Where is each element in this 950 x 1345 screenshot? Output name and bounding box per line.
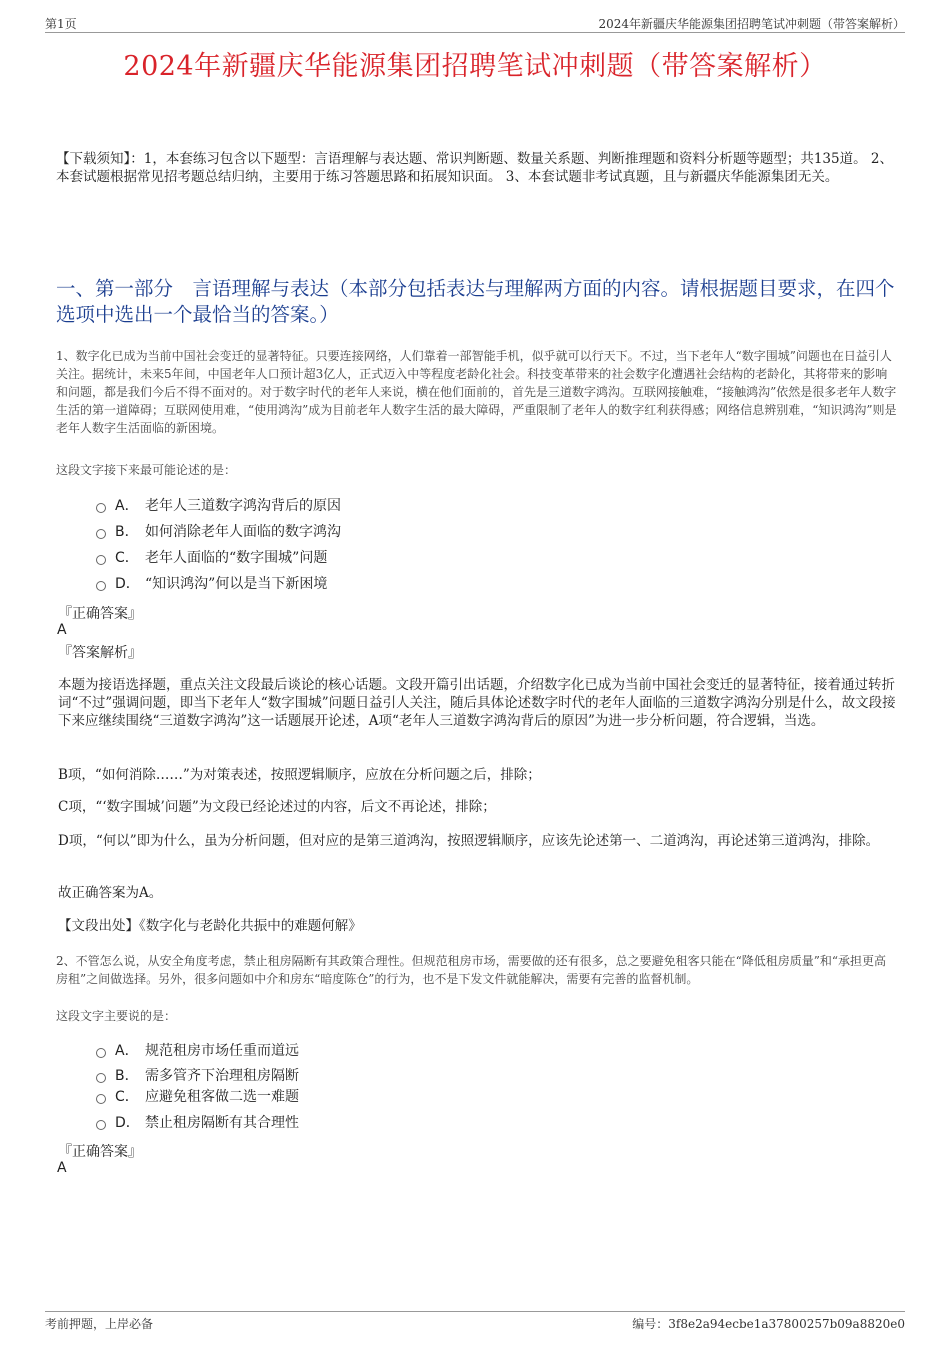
download-notice: 【下载须知】：1，本套练习包含以下题型：言语理解与表达题、常识判断题、数量关系题、判断推理题和资料分析题等题型；共135道。 2、本套试题根据常见招考题总结归纳，主要用于练习答题思路和拓展知识面。 3、本套试题非考试真题，且与新疆庆华能源集团无关。 [56,151,893,185]
q2-option-b[interactable] [96,1065,299,1085]
radio-icon[interactable] [96,1073,106,1083]
footer-slogan: 考前押题，上岸必备 [45,1317,154,1331]
option-text: 应避免租客做二选一难题 [145,1089,299,1105]
q1-analysis-label: 『答案解析』 [58,645,142,661]
radio-icon[interactable] [96,529,106,539]
q2-option-a[interactable] [96,1040,299,1060]
option-letter: D． [115,576,140,592]
q2-option-d[interactable] [96,1112,299,1132]
option-text: 老年人面临的“数字围城”问题 [145,550,328,566]
option-text: 老年人三道数字鸿沟背后的原因 [145,498,341,514]
document-title: 2024年新疆庆华能源集团招聘笔试冲刺题（带答案解析） [123,51,827,82]
option-text: “知识鸿沟”何以是当下新困境 [145,576,328,592]
question-2-prompt: 这段文字主要说的是： [56,1009,177,1023]
q1-source: 【文段出处】《数字化与老龄化共振中的难题何解》 [58,918,362,934]
radio-icon[interactable] [96,1048,106,1058]
q2-answer: A [57,1160,67,1176]
q1-analysis-para-2: B项，“如何消除……”为对策表述，按照逻辑顺序，应放在分析问题之后，排除； [58,767,541,783]
q1-analysis-para-1: 本题为接语选择题，重点关注文段最后谈论的核心话题。文段开篇引出话题，介绍数字化已成为当前中国社会变迁的显著特征，接着通过转折词“不过”强调问题，即当下老年人“数字围城”问题日益引人关注，随后具体论述数字时代的老年人面临的三道数字鸿沟分别是什么，故文段接下来应继续围绕“三道数字鸿沟”这一话题展开论述，A项“老年人三道数字鸿沟背后的原因”为进一步分析问题，符合逻辑，当选。 [58,677,896,729]
radio-icon[interactable] [96,581,106,591]
q1-option-c[interactable] [96,547,327,567]
q2-option-c[interactable] [96,1086,299,1106]
q1-analysis-para-4: D项，“何以”即为什么，虽为分析问题，但对应的是第三道鸿沟，按照逻辑顺序，应该先论述第一、二道鸿沟，再论述第三道鸿沟，排除。 [58,833,880,849]
option-text: 规范租房市场任重而道远 [145,1043,299,1059]
page-number: 第1页 [45,17,77,31]
option-text: 如何消除老年人面临的数字鸿沟 [145,524,341,540]
q1-analysis-conclusion: 故正确答案为A。 [58,885,163,901]
section-title: 一、第一部分 言语理解与表达（本部分包括表达与理解两方面的内容。请根据题目要求，在四个选项中选出一个最恰当的答案。） [56,277,895,326]
q1-option-d[interactable] [96,573,327,593]
q1-answer-label: 『正确答案』 [58,606,142,622]
radio-icon[interactable] [96,555,106,565]
q1-option-a[interactable] [96,495,341,515]
option-letter: A． [115,1043,139,1059]
page-header [45,14,905,33]
option-letter: C． [115,1089,139,1105]
question-1-text: 1、数字化已成为当前中国社会变迁的显著特征。只要连接网络，人们靠着一部智能手机，似乎就可以行天下。不过，当下老年人“数字围城”问题也在日益引人关注。据统计，未来5年间，中国老年人口预计超3亿人，正式迈入中等程度老龄化社会。科技变革带来的社会数字化遭遇社会结构的老龄化，其将带来的影响和问题，都是我们今后不得不面对的。对于数字时代的老年人来说，横在他们面前的，首先是三道数字鸿沟。互联网接触难，“接触鸿沟”依然是很多老年人数字生活的第一道障碍；互联网使用难，“使用鸿沟”成为目前老年人数字生活的最大障碍，严重限制了老年人的数字红利获得感；网络信息辨别难，“知识鸿沟”则是老年人数字生活面临的新困境。 [56,349,897,435]
question-2-text: 2、不管怎么说，从安全角度考虑，禁止租房隔断有其政策合理性。但规范租房市场，需要做的还有很多，总之要避免租客只能在“降低租房质量”和“承担更高房租”之间做选择。另外，很多问题如中介和房东“暗度陈仓”的行为，也不是下发文件就能解决，需要有完善的监督机制。 [56,954,887,986]
radio-icon[interactable] [96,1120,106,1130]
option-text: 需多管齐下治理租房隔断 [145,1068,299,1084]
option-letter: B． [115,1068,139,1084]
option-letter: D． [115,1115,140,1131]
radio-icon[interactable] [96,1094,106,1104]
option-letter: B． [115,524,139,540]
page-footer [45,1311,905,1334]
option-text: 禁止租房隔断有其合理性 [145,1115,299,1131]
q2-answer-label: 『正确答案』 [58,1144,142,1160]
question-1-prompt: 这段文字接下来最可能论述的是： [56,463,237,477]
footer-doc-id: 编号：3f8e2a94ecbe1a37800257b09a8820e0 [632,1317,905,1331]
q1-answer: A [57,622,67,638]
radio-icon[interactable] [96,503,106,513]
q1-option-b[interactable] [96,521,341,541]
option-letter: A． [115,498,139,514]
header-doc-title: 2024年新疆庆华能源集团招聘笔试冲刺题（带答案解析） [598,17,905,31]
option-letter: C． [115,550,139,566]
q1-analysis-para-3: C项，“‘数字围城’问题”为文段已经论述过的内容，后文不再论述，排除； [58,799,496,815]
